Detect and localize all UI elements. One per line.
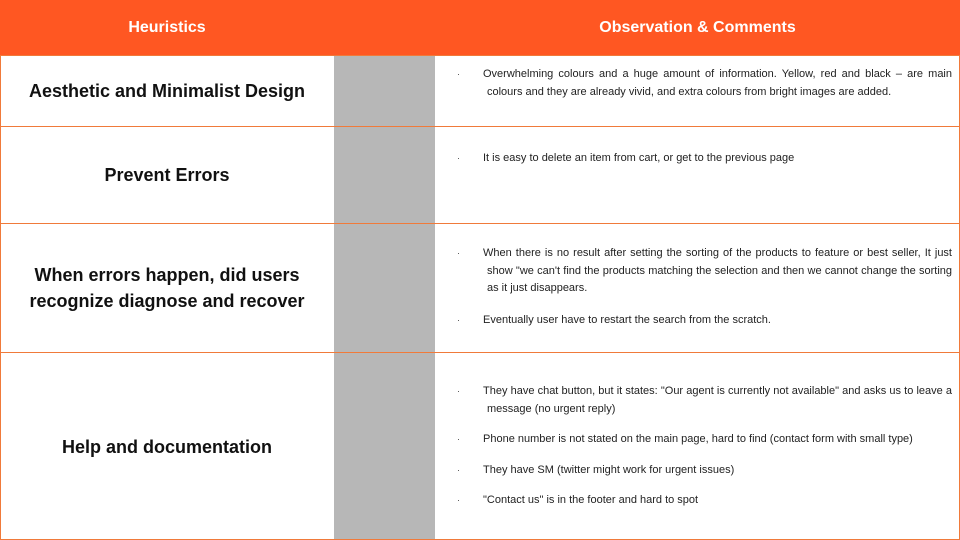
observation-cell [435, 224, 960, 352]
observation-text: Phone number is not stated on the main page, hard to find (contact form with small type) [483, 433, 913, 445]
gray-column [334, 127, 435, 223]
bullet-dot: · [457, 153, 460, 163]
observation-cell [435, 353, 960, 540]
table-row [0, 55, 960, 126]
observation-text: Overwhelming colours and a huge amount of information. Yellow, red and black – are main colours and they are already vivid, and extra colours from bright images are added. [483, 68, 952, 98]
table-row [0, 223, 960, 352]
observation-text: They have chat button, but it states: "Our agent is currently not available" and asks us to leave a message (no urgent reply) [483, 385, 952, 415]
gray-column [334, 353, 435, 540]
heuristic-name: Aesthetic and Minimalist Design [28, 81, 306, 101]
left-border [0, 55, 1, 540]
observation-bullet [457, 245, 952, 298]
heuristic-name: Prevent Errors [104, 165, 230, 185]
gray-column [334, 56, 435, 126]
table-row [0, 126, 960, 223]
observation-cell [435, 127, 960, 223]
observation-bullet [457, 431, 952, 449]
bullet-dot: · [457, 495, 460, 505]
bullet-dot: · [457, 248, 460, 258]
heuristic-name: Help and documentation [61, 436, 272, 457]
observation-bullet [457, 492, 952, 510]
table-row [0, 352, 960, 540]
gray-column [334, 224, 435, 352]
observation-cell [435, 56, 960, 126]
observation-bullet [457, 312, 952, 330]
bullet-dot: · [457, 69, 460, 79]
table-header [0, 0, 960, 55]
bullet-dot: · [457, 464, 460, 475]
header-heuristics: Heuristics [128, 18, 206, 36]
observation-bullet [457, 66, 952, 101]
bullet-dot: · [457, 434, 460, 444]
observation-text: When there is no result after setting the sorting of the products to feature or best seller, It just show "we can't find the products matching the selection and then we cannot change the sorting as it just disappears. [483, 247, 952, 294]
observation-text: It is easy to delete an item from cart, or get to the previous page [483, 152, 795, 164]
observation-text: "Contact us" is in the footer and hard to spot [483, 494, 699, 506]
bullet-dot: · [457, 314, 460, 325]
heuristic-name: When errors happen, did users recognize diagnose and recover [29, 265, 305, 311]
header-observation-comments: Observation & Comments [599, 18, 796, 36]
observation-text: They have SM (twitter might work for urgent issues) [483, 463, 735, 476]
observation-bullet [457, 383, 952, 418]
observation-bullet [457, 150, 952, 168]
observation-text: Eventually user have to restart the search from the scratch. [483, 313, 771, 326]
bullet-dot: · [457, 386, 460, 396]
observation-bullet [457, 462, 952, 480]
